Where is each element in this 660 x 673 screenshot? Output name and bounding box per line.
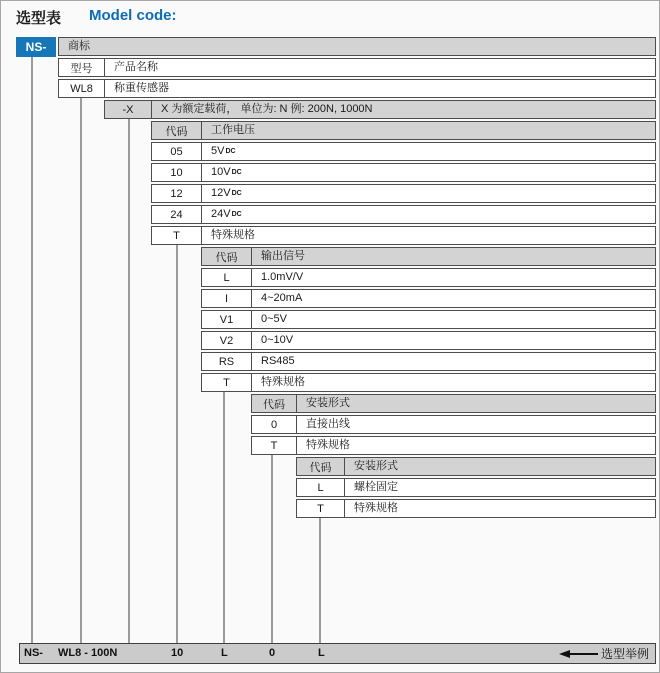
mounting-code: T bbox=[297, 500, 345, 517]
example-bar bbox=[19, 643, 656, 664]
voltage-value: 24V bbox=[211, 208, 231, 220]
voltage-code: 24 bbox=[152, 206, 202, 223]
voltage-row-05 bbox=[151, 142, 656, 161]
voltage-code: 10 bbox=[152, 164, 202, 181]
mounting-header-code: 代码 bbox=[297, 458, 345, 475]
signal-value: 1.0mV/V bbox=[261, 271, 304, 283]
example-arrow bbox=[559, 644, 649, 663]
voltage-value: 特殊规格 bbox=[211, 229, 255, 241]
connector-line-wiring bbox=[271, 454, 273, 643]
mounting-code: L bbox=[297, 479, 345, 496]
voltage-header-row bbox=[151, 121, 656, 140]
rated-load-code: -X bbox=[105, 101, 152, 118]
voltage-label bbox=[202, 227, 655, 244]
wiring-value: 特殊规格 bbox=[306, 439, 350, 451]
example-signal: L bbox=[221, 647, 228, 659]
signal-row-special bbox=[201, 373, 656, 392]
wiring-header-code: 代码 bbox=[252, 395, 297, 412]
arrow-line bbox=[570, 653, 598, 655]
signal-value: RS485 bbox=[261, 355, 295, 367]
rated-load-label bbox=[152, 101, 655, 118]
wiring-row-special bbox=[251, 436, 656, 455]
rated-load-label-text: X 为额定载荷， 单位为: N 例: 200N, 1000N bbox=[161, 103, 373, 115]
trademark-row bbox=[58, 37, 656, 56]
arrow-left-icon bbox=[559, 650, 570, 658]
signal-label bbox=[252, 332, 655, 349]
mounting-header-label bbox=[345, 458, 655, 475]
wiring-code: T bbox=[252, 437, 297, 454]
example-wiring: 0 bbox=[269, 647, 276, 659]
signal-code: T bbox=[202, 374, 252, 391]
mounting-row-L bbox=[296, 478, 656, 497]
prefix-code-box: NS- bbox=[16, 37, 56, 57]
signal-value: 0~5V bbox=[261, 313, 287, 325]
wiring-header-label-text: 安装形式 bbox=[306, 397, 350, 409]
page-title-en: Model code: bbox=[89, 7, 177, 24]
signal-header-code: 代码 bbox=[202, 248, 252, 265]
signal-code: RS bbox=[202, 353, 252, 370]
signal-code: V1 bbox=[202, 311, 252, 328]
voltage-header-label bbox=[202, 122, 655, 139]
connector-line-voltage bbox=[176, 244, 178, 643]
rated-load-row bbox=[104, 100, 656, 119]
voltage-unit-sub: DC bbox=[231, 169, 242, 176]
wiring-header-row bbox=[251, 394, 656, 413]
signal-header-label-text: 输出信号 bbox=[261, 250, 305, 262]
voltage-label bbox=[202, 164, 655, 181]
mounting-row-special bbox=[296, 499, 656, 518]
voltage-row-special bbox=[151, 226, 656, 245]
example-prefix: NS- bbox=[24, 647, 43, 659]
example-mounting: L bbox=[318, 647, 325, 659]
signal-value: 4~20mA bbox=[261, 292, 303, 304]
voltage-code: 12 bbox=[152, 185, 202, 202]
wiring-row-0 bbox=[251, 415, 656, 434]
signal-row-V1 bbox=[201, 310, 656, 329]
voltage-value: 5V bbox=[211, 145, 225, 157]
signal-row-V2 bbox=[201, 331, 656, 350]
wiring-label bbox=[297, 437, 655, 454]
signal-value: 0~10V bbox=[261, 334, 294, 346]
signal-row-I bbox=[201, 289, 656, 308]
signal-value: 特殊规格 bbox=[261, 376, 305, 388]
signal-code: L bbox=[202, 269, 252, 286]
mounting-value: 螺栓固定 bbox=[354, 481, 398, 493]
signal-label bbox=[252, 311, 655, 328]
signal-row-L bbox=[201, 268, 656, 287]
connector-line-mounting bbox=[319, 517, 321, 643]
mounting-header-row bbox=[296, 457, 656, 476]
mounting-label bbox=[345, 479, 655, 496]
signal-label bbox=[252, 374, 655, 391]
signal-code: I bbox=[202, 290, 252, 307]
model-label bbox=[105, 80, 655, 97]
wiring-value: 直接出线 bbox=[306, 418, 350, 430]
model-header-label bbox=[105, 59, 655, 76]
trademark-label-text: 商标 bbox=[68, 40, 90, 52]
wiring-label bbox=[297, 416, 655, 433]
voltage-row-10 bbox=[151, 163, 656, 182]
example-voltage: 10 bbox=[171, 647, 184, 659]
signal-header-label bbox=[252, 248, 655, 265]
voltage-label bbox=[202, 185, 655, 202]
mounting-value: 特殊规格 bbox=[354, 502, 398, 514]
signal-label bbox=[252, 269, 655, 286]
voltage-unit-sub: DC bbox=[231, 211, 242, 218]
model-header-label-text: 产品名称 bbox=[114, 61, 158, 73]
voltage-unit-sub: DC bbox=[231, 190, 242, 197]
voltage-value: 10V bbox=[211, 166, 231, 178]
voltage-value: 12V bbox=[211, 187, 231, 199]
mounting-header-label-text: 安装形式 bbox=[354, 460, 398, 472]
voltage-label bbox=[202, 206, 655, 223]
voltage-header-code: 代码 bbox=[152, 122, 202, 139]
model-code: WL8 bbox=[59, 80, 105, 97]
signal-label bbox=[252, 353, 655, 370]
model-row bbox=[58, 79, 656, 98]
example-caption: 选型举例 bbox=[600, 647, 649, 661]
wiring-code: 0 bbox=[252, 416, 297, 433]
connector-line-signal bbox=[223, 391, 225, 643]
model-header-code: 型号 bbox=[59, 59, 105, 76]
voltage-header-label-text: 工作电压 bbox=[211, 124, 255, 136]
page-title-zh: 选型表 bbox=[16, 10, 62, 27]
signal-row-RS bbox=[201, 352, 656, 371]
signal-header-row bbox=[201, 247, 656, 266]
connector-line-model bbox=[80, 97, 82, 643]
connector-line-prefix bbox=[31, 56, 33, 643]
connector-line-load bbox=[128, 118, 130, 643]
example-model: WL8 - 100N bbox=[58, 647, 118, 659]
voltage-unit-sub: DC bbox=[225, 148, 236, 155]
signal-code: V2 bbox=[202, 332, 252, 349]
voltage-label bbox=[202, 143, 655, 160]
trademark-label bbox=[59, 38, 655, 55]
signal-label bbox=[252, 290, 655, 307]
voltage-code: T bbox=[152, 227, 202, 244]
voltage-code: 05 bbox=[152, 143, 202, 160]
wiring-header-label bbox=[297, 395, 655, 412]
mounting-label bbox=[345, 500, 655, 517]
model-label-text: 称重传感器 bbox=[114, 82, 169, 94]
model-header-row bbox=[58, 58, 656, 77]
voltage-row-24 bbox=[151, 205, 656, 224]
voltage-row-12 bbox=[151, 184, 656, 203]
